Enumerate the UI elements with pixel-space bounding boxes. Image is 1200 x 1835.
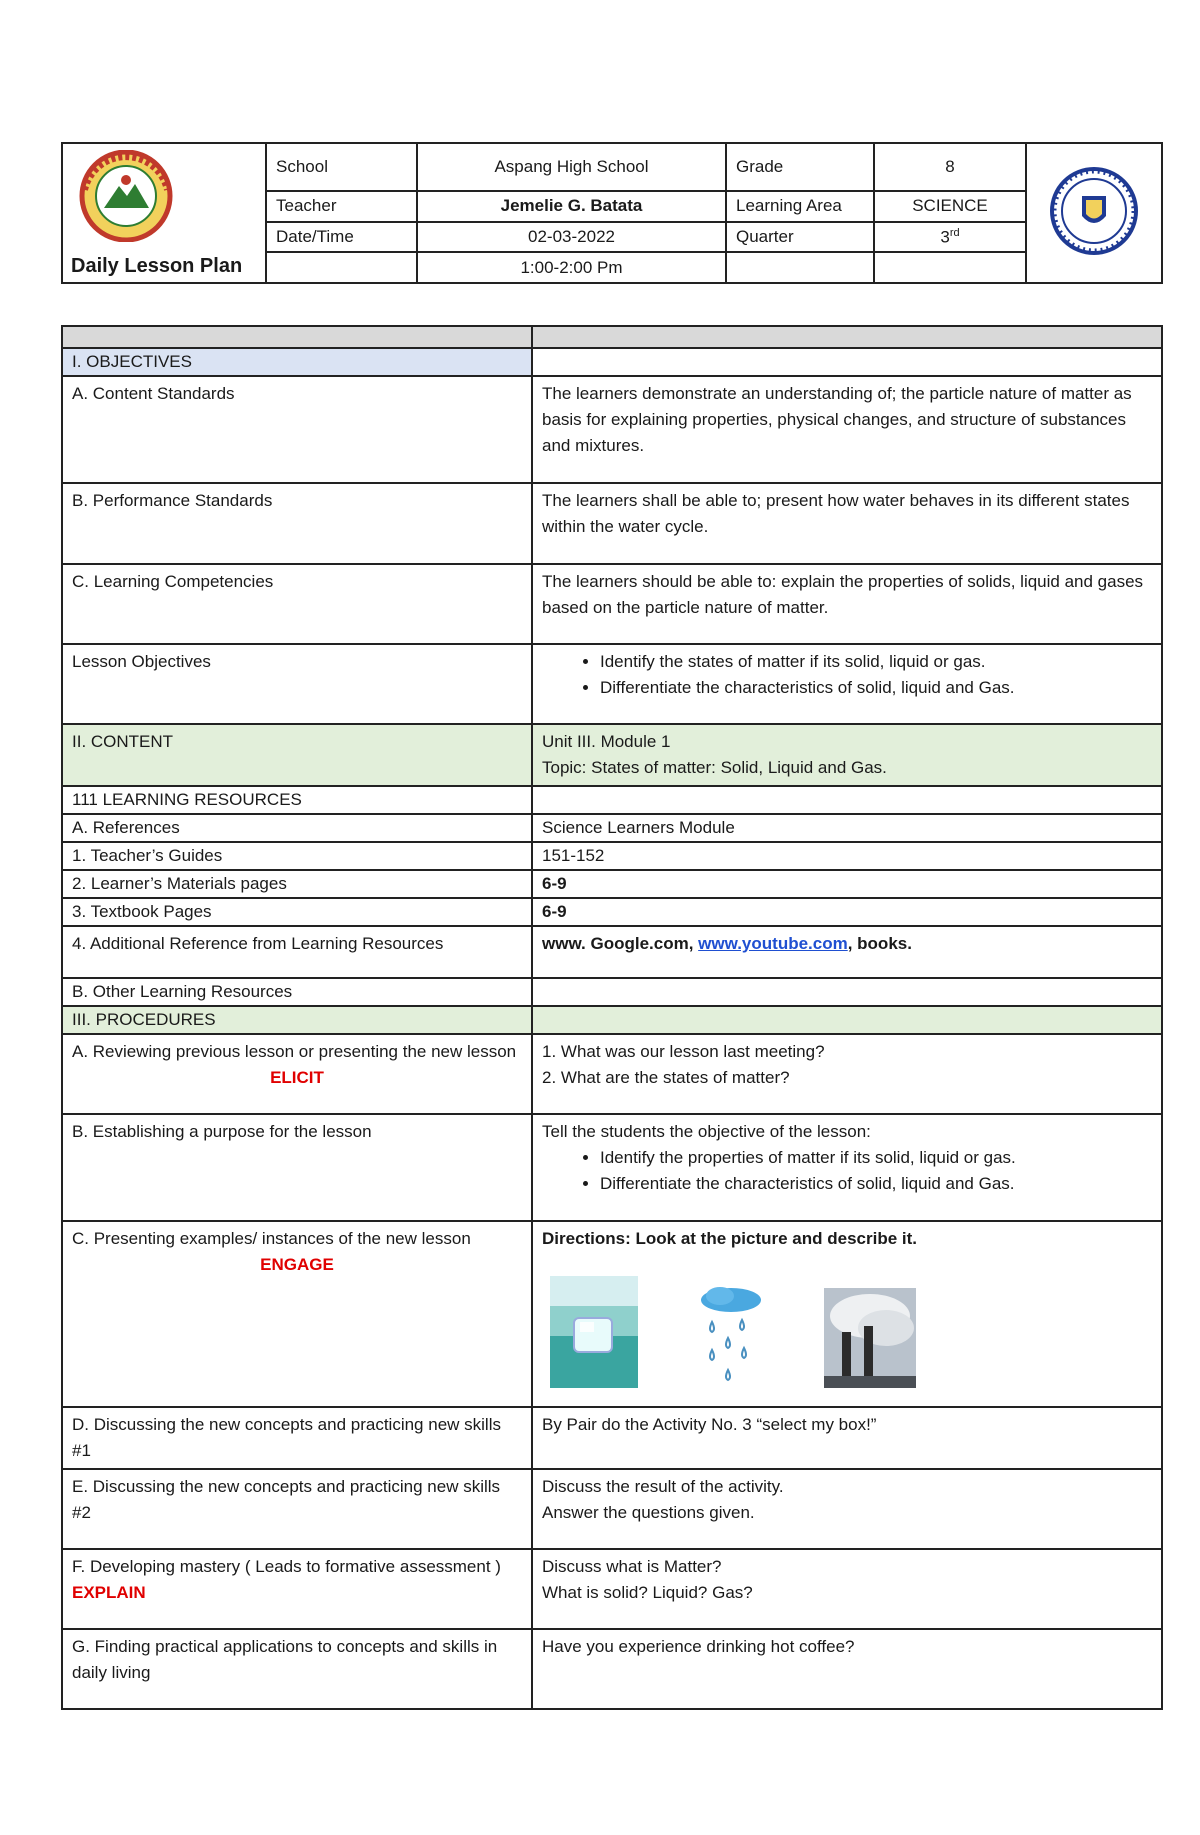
table-row <box>62 898 1162 926</box>
table-row <box>62 842 1162 870</box>
picture-row <box>550 1276 1152 1388</box>
content-topic: Topic: States of matter: Solid, Liquid and Gas. <box>542 758 887 777</box>
procedure-e-line-2: Answer the questions given. <box>542 1503 755 1522</box>
table-row <box>62 786 1162 814</box>
school-logo-cell <box>62 143 266 283</box>
table-row <box>62 1629 1162 1709</box>
procedure-f-line-1: Discuss what is Matter? <box>542 1557 722 1576</box>
list-item: • Identify the properties of matter if its solid, liquid or gas. <box>600 1145 1152 1171</box>
procedure-b-intro: Tell the students the objective of the lesson: <box>542 1122 871 1141</box>
lesson-plan-table <box>61 325 1163 1710</box>
procedures-heading-row <box>62 1006 1162 1034</box>
header-bar-row <box>62 326 1162 348</box>
procedure-c-directions: Directions: Look at the picture and describe it. <box>542 1229 918 1248</box>
content-row <box>62 724 1162 786</box>
references-label: A. References <box>62 814 532 842</box>
table-row <box>62 1549 1162 1629</box>
learning-area-value: SCIENCE <box>874 191 1026 222</box>
table-row <box>62 926 1162 978</box>
procedure-a-question-2: 2. What are the states of matter? <box>542 1068 790 1087</box>
school-value: Aspang High School <box>417 143 726 191</box>
table-row <box>62 1114 1162 1221</box>
list-item: • Differentiate the characteristics of solid, liquid and Gas. <box>600 1171 1152 1197</box>
learners-materials-value: 6-9 <box>532 870 1162 898</box>
procedure-b-label: B. Establishing a purpose for the lesson <box>62 1114 532 1221</box>
procedure-f-label: F. Developing mastery ( Leads to formative assessment ) <box>72 1557 501 1576</box>
procedure-a-label: A. Reviewing previous lesson or presenting the new lesson <box>72 1042 517 1061</box>
table-row <box>62 814 1162 842</box>
lesson-objectives-list <box>542 649 1152 701</box>
quarter-value: 3rd <box>874 222 1026 253</box>
plan-title: Daily Lesson Plan <box>71 255 243 277</box>
additional-reference-label: 4. Additional Reference from Learning Resources <box>62 926 532 978</box>
table-row <box>62 870 1162 898</box>
resources-heading: 111 LEARNING RESOURCES <box>62 786 532 814</box>
deped-seal-cell <box>1026 143 1162 283</box>
additional-reference-value: www. Google.com, www.youtube.com, books. <box>532 926 1162 978</box>
table-row <box>62 1034 1162 1114</box>
objectives-heading-row <box>62 348 1162 376</box>
content-standards-value: The learners demonstrate an understanding of; the particle nature of matter as basis for explaining properties, physical changes, and structure of substances and mixtures. <box>532 376 1162 483</box>
rain-cloud-icon <box>698 1286 764 1388</box>
content-standards-label: A. Content Standards <box>62 376 532 483</box>
teachers-guides-value: 151-152 <box>532 842 1162 870</box>
table-row <box>62 1221 1162 1407</box>
procedure-g-value: Have you experience drinking hot coffee? <box>532 1629 1162 1709</box>
quarter-label: Quarter <box>726 222 874 253</box>
objectives-heading: I. OBJECTIVES <box>62 348 532 376</box>
table-row <box>62 483 1162 564</box>
procedures-heading: III. PROCEDURES <box>62 1006 532 1034</box>
school-logo-icon <box>71 150 181 242</box>
table-row <box>62 1407 1162 1469</box>
table-row <box>62 1469 1162 1549</box>
time-value: 1:00-2:00 Pm <box>417 252 726 283</box>
references-value: Science Learners Module <box>532 814 1162 842</box>
procedure-e-label: E. Discussing the new concepts and practicing new skills #2 <box>62 1469 532 1549</box>
youtube-link[interactable]: www.youtube.com <box>698 934 848 953</box>
table-row <box>62 564 1162 644</box>
teacher-value: Jemelie G. Batata <box>417 191 726 222</box>
table-row <box>62 644 1162 724</box>
procedure-g-label: G. Finding practical applications to concepts and skills in daily living <box>62 1629 532 1709</box>
ice-cube-icon <box>550 1276 638 1388</box>
procedure-e-line-1: Discuss the result of the activity. <box>542 1477 784 1496</box>
procedure-c-label: C. Presenting examples/ instances of the new lesson <box>72 1229 471 1248</box>
school-label: School <box>266 143 417 191</box>
elicit-tag: ELICIT <box>270 1068 324 1087</box>
table-row <box>62 376 1162 483</box>
other-resources-label: B. Other Learning Resources <box>62 978 532 1006</box>
list-item: • Differentiate the characteristics of solid, liquid and Gas. <box>600 675 1152 701</box>
performance-standards-label: B. Performance Standards <box>62 483 532 564</box>
teacher-label: Teacher <box>266 191 417 222</box>
performance-standards-value: The learners shall be able to; present how water behaves in its different states within the water cycle. <box>532 483 1162 564</box>
content-unit: Unit III. Module 1 <box>542 732 671 751</box>
grade-value: 8 <box>874 143 1026 191</box>
lesson-objectives-label: Lesson Objectives <box>62 644 532 724</box>
grade-label: Grade <box>726 143 874 191</box>
learning-area-label: Learning Area <box>726 191 874 222</box>
learning-competencies-label: C. Learning Competencies <box>62 564 532 644</box>
procedure-b-list <box>542 1145 1152 1197</box>
teachers-guides-label: 1. Teacher’s Guides <box>62 842 532 870</box>
learning-competencies-value: The learners should be able to: explain the properties of solids, liquid and gases based on the particle nature of matter. <box>532 564 1162 644</box>
date-value: 02-03-2022 <box>417 222 726 253</box>
quarter-suffix: rd <box>949 226 960 239</box>
procedure-a-question-1: 1. What was our lesson last meeting? <box>542 1042 825 1061</box>
deped-seal-icon <box>1049 166 1139 256</box>
table-row <box>62 978 1162 1006</box>
content-heading: II. CONTENT <box>62 724 532 786</box>
header-table <box>61 142 1163 284</box>
smoke-stack-icon <box>824 1288 916 1388</box>
textbook-pages-value: 6-9 <box>532 898 1162 926</box>
list-item: • Identify the states of matter if its solid, liquid or gas. <box>600 649 1152 675</box>
procedure-d-value: By Pair do the Activity No. 3 “select my box!” <box>532 1407 1162 1469</box>
date-label: Date/Time <box>266 222 417 253</box>
engage-tag: ENGAGE <box>260 1255 334 1274</box>
textbook-pages-label: 3. Textbook Pages <box>62 898 532 926</box>
explain-tag: EXPLAIN <box>72 1583 146 1602</box>
learners-materials-label: 2. Learner’s Materials pages <box>62 870 532 898</box>
procedure-d-label: D. Discussing the new concepts and practicing new skills #1 <box>62 1407 532 1469</box>
procedure-f-line-2: What is solid? Liquid? Gas? <box>542 1583 753 1602</box>
